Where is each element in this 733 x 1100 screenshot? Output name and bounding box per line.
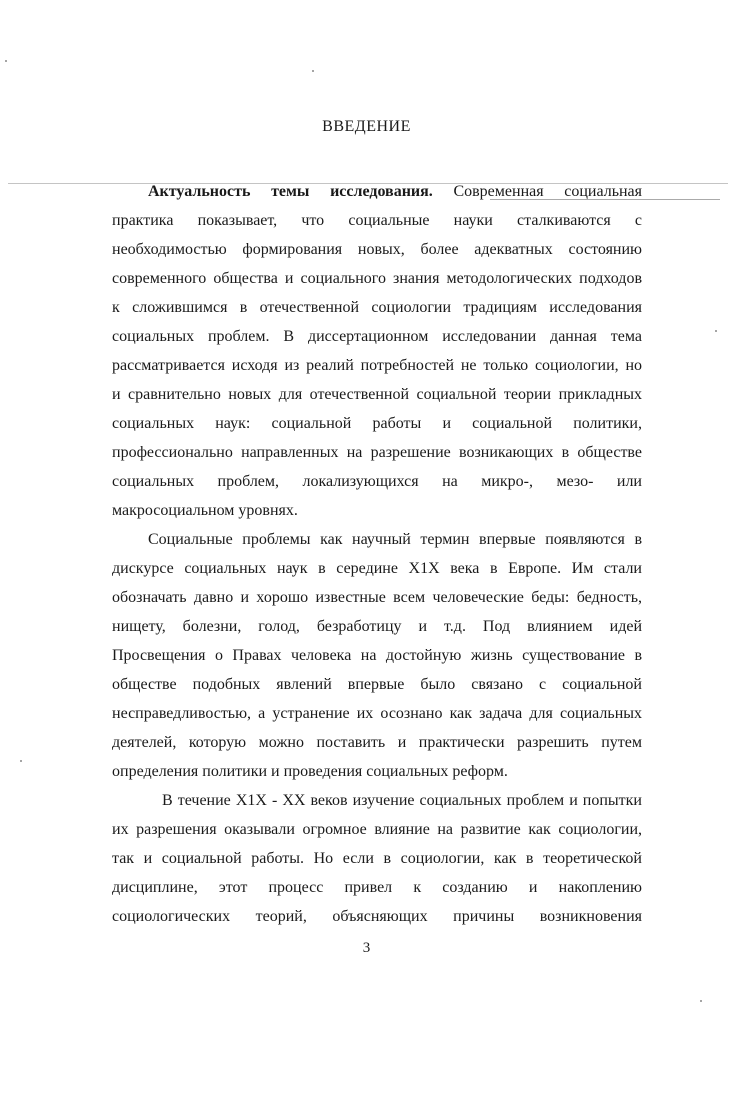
paragraph-line: В течение Х1Х - ХХ веков изучение социальных проблем и попытки [162, 792, 642, 809]
paragraph-line: несправедливостью, а устранение их осознано как задача для социальных [112, 705, 642, 722]
paragraph-line: рассматривается исходя из реалий потребностей не только социологии, но [112, 357, 642, 374]
page-title: ВВЕДЕНИЕ [322, 118, 411, 135]
paragraph-line: обозначать давно и хорошо известные всем человеческие беды: бедность, [112, 589, 642, 606]
paragraph-line: необходимостью формирования новых, более адекватных состоянию [112, 241, 642, 258]
scan-speck [20, 760, 22, 762]
paragraph-line: практика показывает, что социальные науки сталкиваются с [112, 212, 642, 229]
paragraph-line: социальных проблем, локализующихся на микро-, мезо- или [112, 473, 642, 490]
paragraph-line: Актуальность темы исследования. Современная социальная [148, 183, 643, 200]
paragraph-line: макросоциальном уровнях. [112, 502, 298, 519]
paragraph-line: и сравнительно новых для отечественной социальной теории прикладных [112, 386, 642, 403]
paragraph-line: деятелей, которую можно поставить и практически разрешить путем [112, 734, 642, 751]
paragraph-line: так и социальной работы. Но если в социологии, как в теоретической [112, 850, 642, 867]
paragraph-line: обществе подобных явлений впервые было связано с социальной [112, 676, 642, 693]
paragraph-line: социологических теорий, объясняющих причины возникновения [112, 908, 642, 925]
scan-speck [700, 1000, 702, 1002]
paragraph-line: к сложившимся в отечественной социологии традициям исследования [112, 299, 642, 316]
page-number: 3 [362, 940, 371, 956]
paragraph-line: определения политики и проведения социальных реформ. [112, 763, 508, 780]
paragraph-line: современного общества и социального знания методологических подходов [112, 270, 642, 287]
body-text [112, 177, 642, 931]
paragraph-line: дискурсе социальных наук в середине Х1Х века в Европе. Им стали [112, 560, 642, 577]
paragraph-line: их разрешения оказывали огромное влияние на развитие как социологии, [112, 821, 642, 838]
paragraph-line: Просвещения о Правах человека на достойную жизнь существование в [112, 647, 642, 664]
scan-speck [5, 60, 7, 62]
paragraph-line: Социальные проблемы как научный термин впервые появляются в [148, 531, 642, 548]
scan-speck [715, 330, 717, 332]
paragraph-line: социальных проблем. В диссертационном исследовании данная тема [112, 328, 642, 345]
section-lead: Актуальность темы исследования. [148, 183, 433, 200]
paragraph-line: дисциплине, этот процесс привел к созданию и накоплению [112, 879, 642, 896]
paragraph-line: социальных наук: социальной работы и социальной политики, [112, 415, 642, 432]
paragraph-line: профессионально направленных на разрешение возникающих в обществе [112, 444, 642, 461]
paragraph-line: нищету, болезни, голод, безработицу и т.д. Под влиянием идей [112, 618, 642, 635]
scan-speck [312, 70, 314, 72]
